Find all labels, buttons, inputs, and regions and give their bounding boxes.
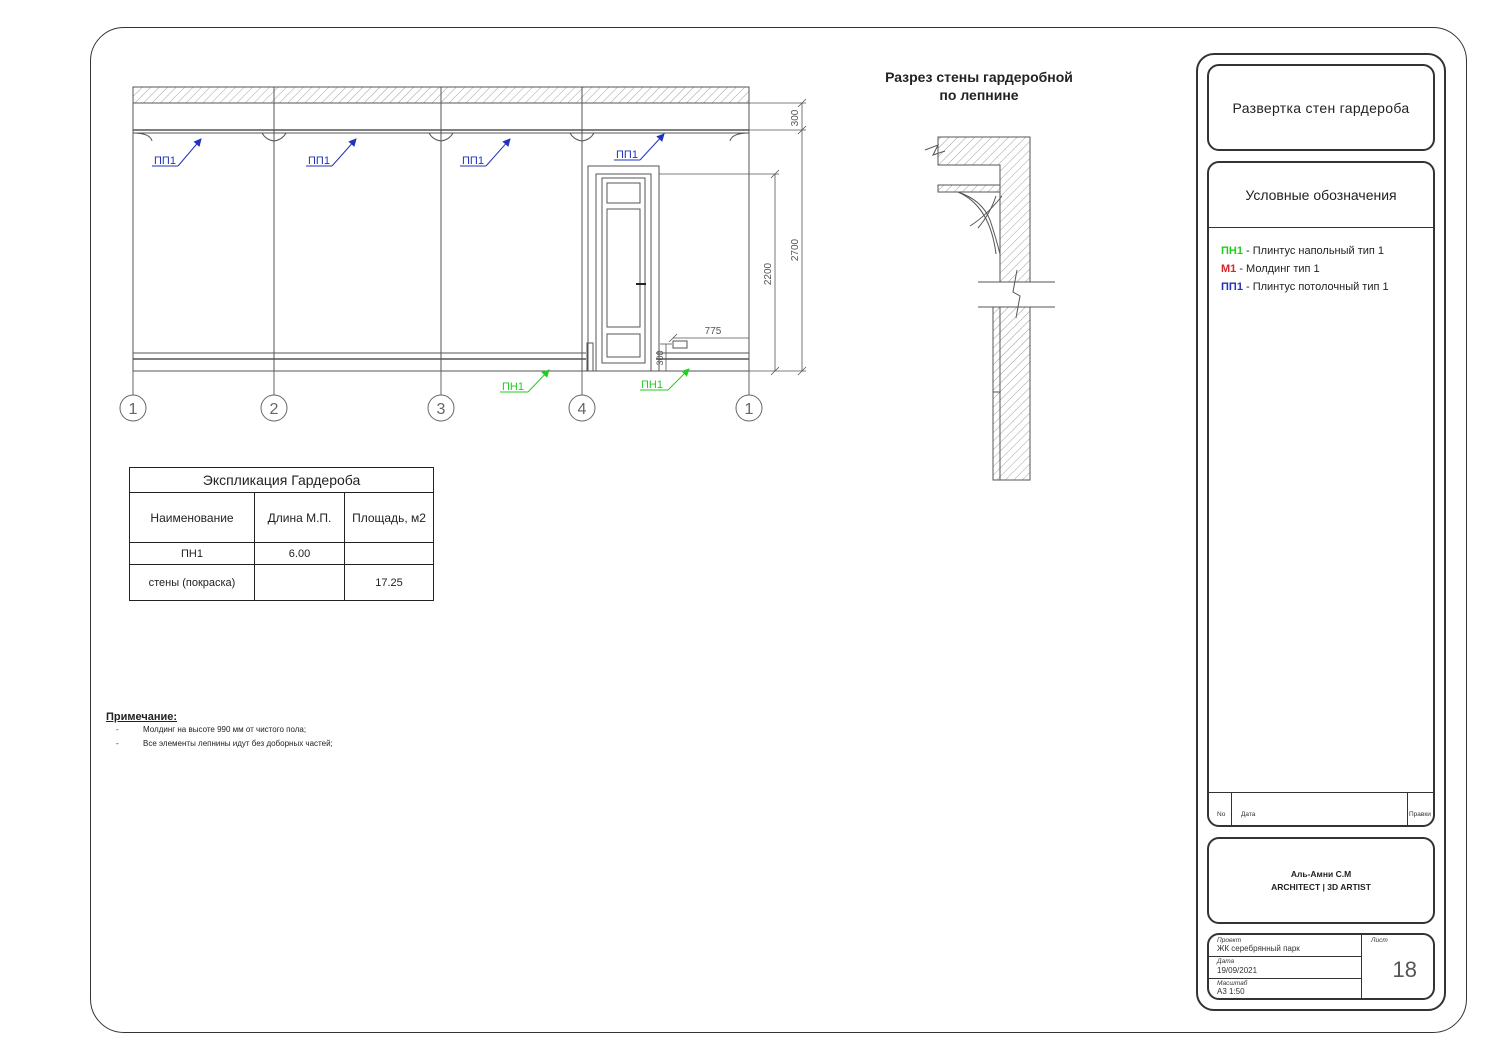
dim-2700: 2700 <box>790 238 801 262</box>
tag-pn1-label: ПН1 <box>502 381 524 393</box>
tag-pp1-label: ПП1 <box>154 155 176 167</box>
wall-section-detail <box>925 137 1055 480</box>
axis-marker-2 <box>261 371 287 421</box>
stamp-date-value: 19/09/2021 <box>1217 966 1258 975</box>
floor-tags <box>500 369 689 393</box>
tag-pp1-3 <box>460 139 510 167</box>
dim-300-bottom: 300 <box>655 350 665 366</box>
explication-cell: стены (покраска) <box>130 565 255 601</box>
legend-code: ПН1 <box>1221 245 1243 257</box>
stamp-scale-label: Масштаб <box>1217 980 1248 987</box>
explication-header-area: Площадь, м2 <box>345 493 434 543</box>
dim-2200: 2200 <box>763 262 774 286</box>
tag-pn1-2 <box>640 369 689 391</box>
stamp-project-label: Проект <box>1217 937 1242 944</box>
legend-text: - Плинтус потолочный тип 1 <box>1242 281 1389 293</box>
stamp-box <box>1207 933 1435 1000</box>
note-item: - Молдинг на высоте 990 мм от чистого пола; <box>116 725 307 734</box>
explication-cell: 6.00 <box>255 543 345 565</box>
note-text: Молдинг на высоте 990 мм от чистого пола; <box>143 725 307 734</box>
legend-item <box>1221 242 1433 260</box>
revision-no: No <box>1217 811 1226 818</box>
legend-text: - Плинтус напольный тип 1 <box>1242 245 1385 257</box>
legend-item <box>1221 260 1433 278</box>
explication-title: Экспликация Гардероба <box>130 468 434 493</box>
legend-item <box>1221 278 1433 296</box>
axis-marker-3 <box>428 371 454 421</box>
table-row <box>130 543 434 565</box>
legend-code: ПП1 <box>1221 281 1243 293</box>
axis-label: 4 <box>577 401 587 418</box>
tag-pp1-label: ПП1 <box>616 149 638 161</box>
notes-title: Примечание: <box>106 711 178 723</box>
legend-list <box>1209 228 1433 296</box>
tag-pp1-label: ПП1 <box>462 155 484 167</box>
author-box <box>1207 837 1435 924</box>
axis-marker-1 <box>120 371 146 421</box>
note-item: - Все элементы лепнины идут без доборных частей; <box>116 739 333 748</box>
wall-elevation <box>133 87 749 371</box>
sheet-title: Развертка стен гардероба <box>1207 64 1435 151</box>
legend-box <box>1207 161 1435 827</box>
legend-text: - Молдинг тип 1 <box>1236 263 1320 275</box>
explication-cell: 17.25 <box>345 565 434 601</box>
stamp-sheet-value: 18 <box>1392 957 1417 982</box>
explication-cell <box>255 565 345 601</box>
tag-pn1-label: ПН1 <box>641 379 663 391</box>
notes <box>106 711 333 751</box>
axis-label: 2 <box>269 401 279 418</box>
explication-cell <box>345 543 434 565</box>
axis-marker-4 <box>569 371 595 421</box>
tag-pp1-4 <box>614 134 664 161</box>
author-name: Аль-Амни С.М <box>1290 868 1352 879</box>
explication-cell: ПН1 <box>130 543 255 565</box>
stamp-scale-value: А3 1:50 <box>1217 987 1245 996</box>
revision-rev: Правки <box>1409 811 1431 818</box>
note-text: Все элементы лепнины идут без доборных частей; <box>143 739 333 748</box>
revision-row <box>1209 792 1433 825</box>
explication-table <box>129 467 434 601</box>
tag-pn1-1 <box>500 370 549 393</box>
explication-header-name: Наименование <box>130 493 255 543</box>
dim-300: 300 <box>790 109 801 127</box>
tag-pp1-label: ПП1 <box>308 155 330 167</box>
legend-code: М1 <box>1221 263 1237 275</box>
tag-pp1-2 <box>306 139 356 167</box>
author-role: ARCHITECT | 3D ARTIST <box>1271 881 1371 892</box>
axis-label: 1 <box>744 401 754 418</box>
dimensions <box>659 99 806 375</box>
explication-header-length: Длина М.П. <box>255 493 345 543</box>
axis-label: 1 <box>128 401 138 418</box>
stamp-date-label: Дата <box>1217 958 1235 965</box>
stamp-sheet-label: Лист <box>1371 937 1388 944</box>
table-row <box>130 565 434 601</box>
stamp-project-value: ЖК серебрянный парк <box>1217 944 1300 953</box>
section-title-line2: по лепнине <box>939 87 1019 103</box>
revision-date: Дата <box>1241 811 1256 818</box>
axis-marker-5 <box>736 371 762 421</box>
axis-label: 3 <box>436 401 446 418</box>
legend-header: Условные обозначения <box>1209 163 1433 228</box>
axis-markers <box>120 371 762 421</box>
ceiling-tags <box>152 134 664 167</box>
dim-775: 775 <box>704 326 722 337</box>
tag-pp1-1 <box>152 139 201 167</box>
section-title-line1: Разрез стены гардеробной <box>885 69 1073 85</box>
